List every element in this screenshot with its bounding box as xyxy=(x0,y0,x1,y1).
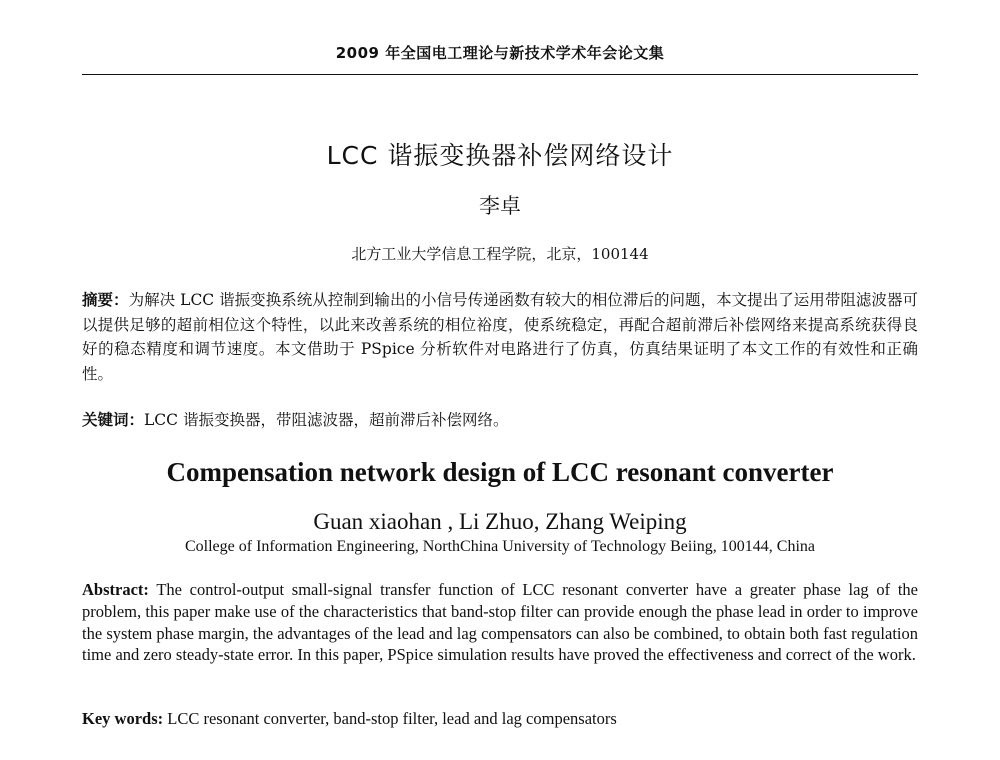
chinese-abstract xyxy=(82,288,918,386)
chinese-keywords xyxy=(82,408,918,432)
english-abstract xyxy=(82,579,918,666)
english-authors: Guan xiaohan , Li Zhuo, Zhang Weiping xyxy=(313,509,687,534)
chinese-keywords-label: 关键词： xyxy=(82,410,145,429)
english-keywords-text: LCC resonant converter, band-stop filter, lead and lag compensators xyxy=(163,709,617,728)
header-rule xyxy=(82,74,918,75)
chinese-keywords-text: LCC 谐振变换器，带阻滤波器，超前滞后补偿网络。 xyxy=(144,411,509,429)
english-abstract-label: Abstract: xyxy=(82,580,149,599)
english-keywords xyxy=(82,708,918,730)
english-title: Compensation network design of LCC resonant converter xyxy=(166,457,834,487)
english-keywords-label: Key words: xyxy=(82,709,164,728)
english-affiliation: College of Information Engineering, NorthChina University of Technology Beiing, 100144, China xyxy=(184,538,816,555)
english-abstract-text: The control-output small-signal transfer function of LCC resonant converter have a greater phase lag of the problem, this paper make use of the characteristics that band-stop filter can provide enough the phase lead in order to improve the system phase margin, the advantages of the lead and lag compensators can also be combined, to obtain both fast regulation time and zero steady-state error. In this paper, PSpice simulation results have proved the effectiveness and correct of the work. xyxy=(82,580,918,665)
running-header: 2009 年全国电工理论与新技术学术年会论文集 xyxy=(335,44,665,62)
chinese-author: 李卓 xyxy=(479,194,521,218)
chinese-title: LCC 谐振变换器补偿网络设计 xyxy=(326,141,674,170)
chinese-abstract-text: 为解决 LCC 谐振变换系统从控制到输出的小信号传递函数有较大的相位滞后的问题，本文提出了运用带阻滤波器可以提供足够的超前相位这个特性，以此来改善系统的相位裕度，使系统稳定，再配合超前滞后补偿网络来提高系统获得良好的稳态精度和调节速度。本文借助于 PSpice 分析软件对电路进行了仿真，仿真结果证明了本文工作的有效性和正确性。 xyxy=(82,291,918,383)
chinese-abstract-label: 摘要： xyxy=(82,290,129,309)
chinese-affiliation: 北方工业大学信息工程学院，北京，100144 xyxy=(351,245,649,263)
